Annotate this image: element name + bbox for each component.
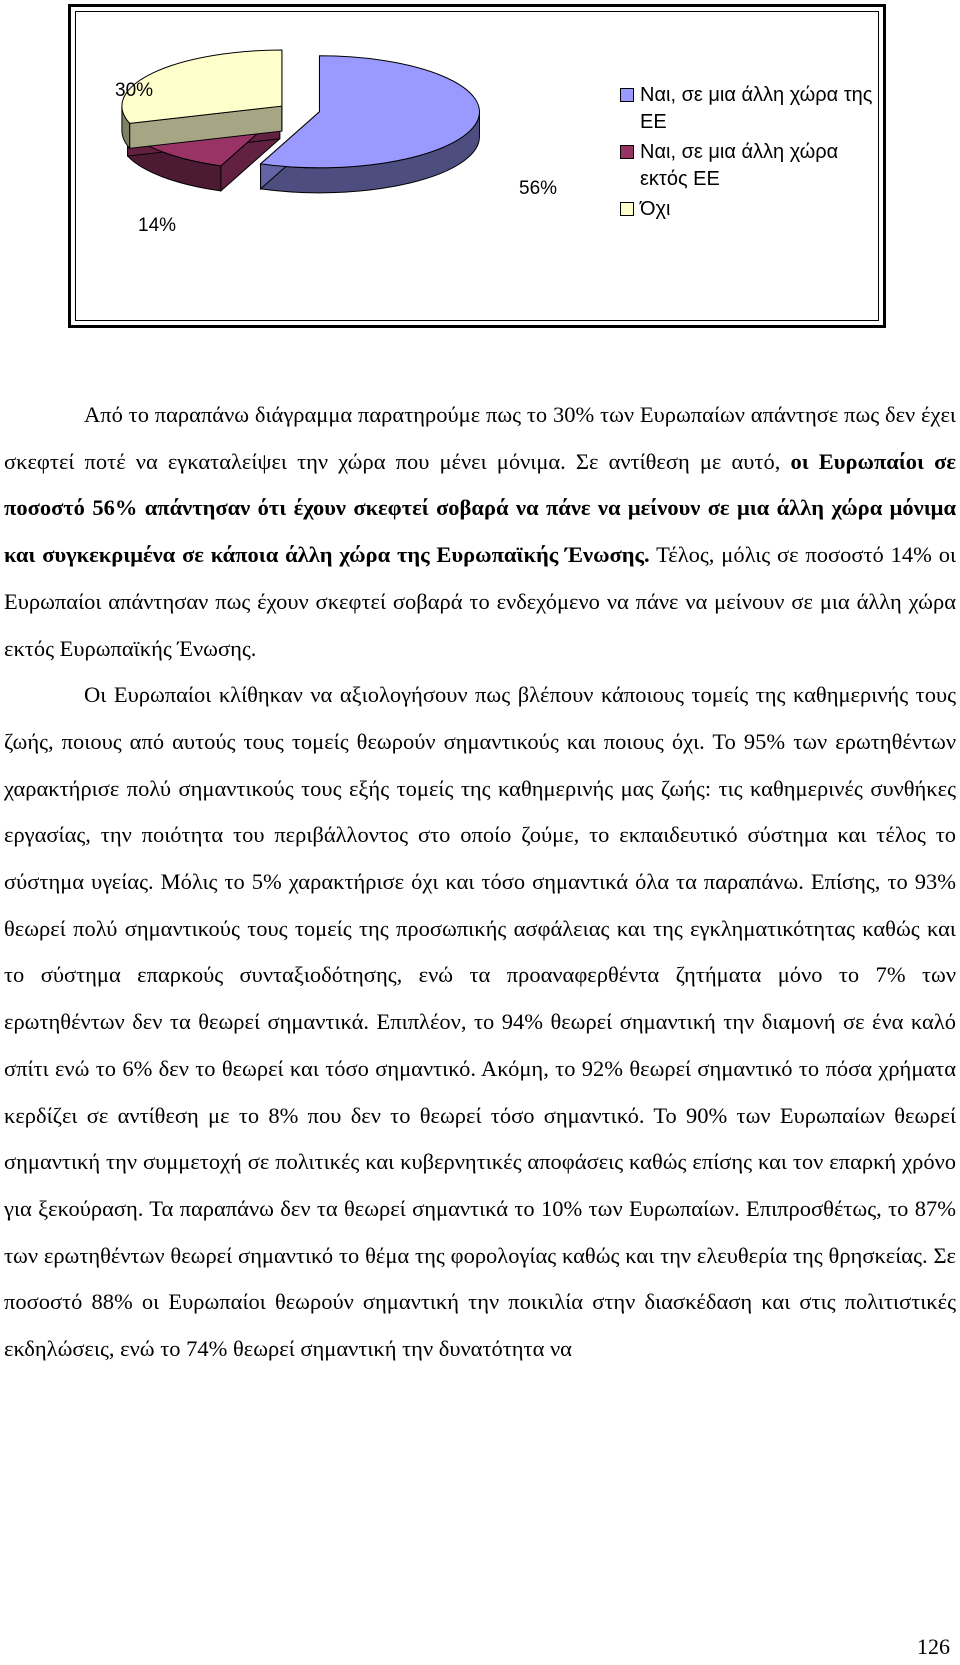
pie-slice-eu [261, 56, 480, 193]
page-number: 126 [917, 1634, 950, 1659]
legend-label-no: Όχι [640, 198, 671, 220]
legend-label-non-eu: Ναι, σε μια άλλη χώρα εκτός ΕΕ [640, 141, 839, 190]
paragraph-1-bold: οι Ευρωπαίοι σε ποσοστό 56% απάντησαν ότι έχουν σκεφτεί σοβαρά να πάνε να μείνουν σε μια άλλη χώρα μόνιμα και συγκεκριμένα σε κάποια άλλη χώρα της Ευρωπαϊκής Ένωσης. [4, 448, 956, 568]
legend-item-eu [620, 82, 890, 136]
paragraph-1-intro: Από το παραπάνω διάγραμμα παρατηρούμε πως το 30% των Ευρωπαίων απάντησε πως δεν έχει σκεφτεί ποτέ να εγκαταλείψει την χώρα που μένει μόνιμα. Σε αντίθεση με αυτό, [4, 402, 956, 474]
paragraph-2: Οι Ευρωπαίοι κλίθηκαν να αξιολογήσουν πως βλέπουν κάποιους τομείς της καθημερινής τους ζωής, ποιους από αυτούς τους τομείς θεωρούν σημαντικούς και ποιους όχι. Το 95% των ερωτηθέντων χαρακτήρισε πολύ σημαντικούς τους εξής τομείς της καθημερινής μας ζωής: τις καθημερινές συνθήκες εργασίας, την ποιότητα του περιβάλλοντος στο οποίο ζούμε, το εκπαιδευτικό σύστημα και τέλος το σύστημα υγείας. Μόλις το 5% χαρακτήρισε όχι και τόσο σημαντικά όλα τα παραπάνω. Επίσης, το 93% θεωρεί πολύ σημαντικούς τους τομείς της προσωπικής ασφάλειας και της εγκληματικότητας καθώς και το σύστημα επαρκούς συνταξιοδότησης, ενώ τα προαναφερθέντα ζητήματα μόνο το 7% των ερωτηθέντων δεν τα θεωρεί σημαντικά. Επιπλέον, το 94% θεωρεί σημαντική την διαμονή σε ένα καλό σπίτι ενώ το 6% δεν το θεωρεί και τόσο σημαντικό. Ακόμη, το 92% θεωρεί σημαντικό το πόσα χρήματα κερδίζει σε αντίθεση με το 8% που δεν το θεωρεί τόσο σημαντικό. Το 90% των Ευρωπαίων θεωρεί σημαντική την συμμετοχή σε πολιτικές και κυβερνητικές αποφάσεις καθώς επίσης και τον επαρκή χρόνο για ξεκούραση. Τα παραπάνω δεν τα θεωρεί σημαντικά το 10% των Ευρωπαίων. Επιπροσθέτως, το 87% των ερωτηθέντων θεωρεί σημαντικό το θέμα της φορολογίας καθώς και την ελευθερία της θρησκείας. Σε ποσοστό 88% οι Ευρωπαίοι θεωρούν σημαντική την ποικιλία στην διασκέδαση και στις πολιτιστικές εκδηλώσεις, ενώ το 74% θεωρεί σημαντική την δυνατότητα να [4, 682, 956, 1362]
paragraph-1 [4, 392, 956, 672]
pie-chart-frame [68, 4, 886, 328]
chart-legend [620, 82, 890, 226]
legend-item-no [620, 196, 890, 223]
legend-label-eu: Ναι, σε μια άλλη χώρα της ΕΕ [640, 84, 873, 133]
legend-swatch-eu [620, 88, 634, 102]
slice-label-no: 30% [115, 80, 154, 101]
legend-swatch-no [620, 202, 634, 216]
slice-label-non-eu: 14% [138, 215, 177, 236]
paragraph-1-end: Τέλος, μόλις σε ποσοστό 14% οι Ευρωπαίοι απάντησαν πως έχουν σκεφτεί σοβαρά το ενδεχόμενο να πάνε να μείνουν σε μια άλλη χώρα εκτός Ευρωπαϊκής Ένωσης. [4, 542, 957, 661]
legend-item-non-eu [620, 139, 890, 193]
slice-label-eu: 56% [519, 178, 558, 199]
pie-chart-area [75, 11, 879, 321]
legend-swatch-non-eu [620, 145, 634, 159]
body-text [4, 392, 956, 1373]
